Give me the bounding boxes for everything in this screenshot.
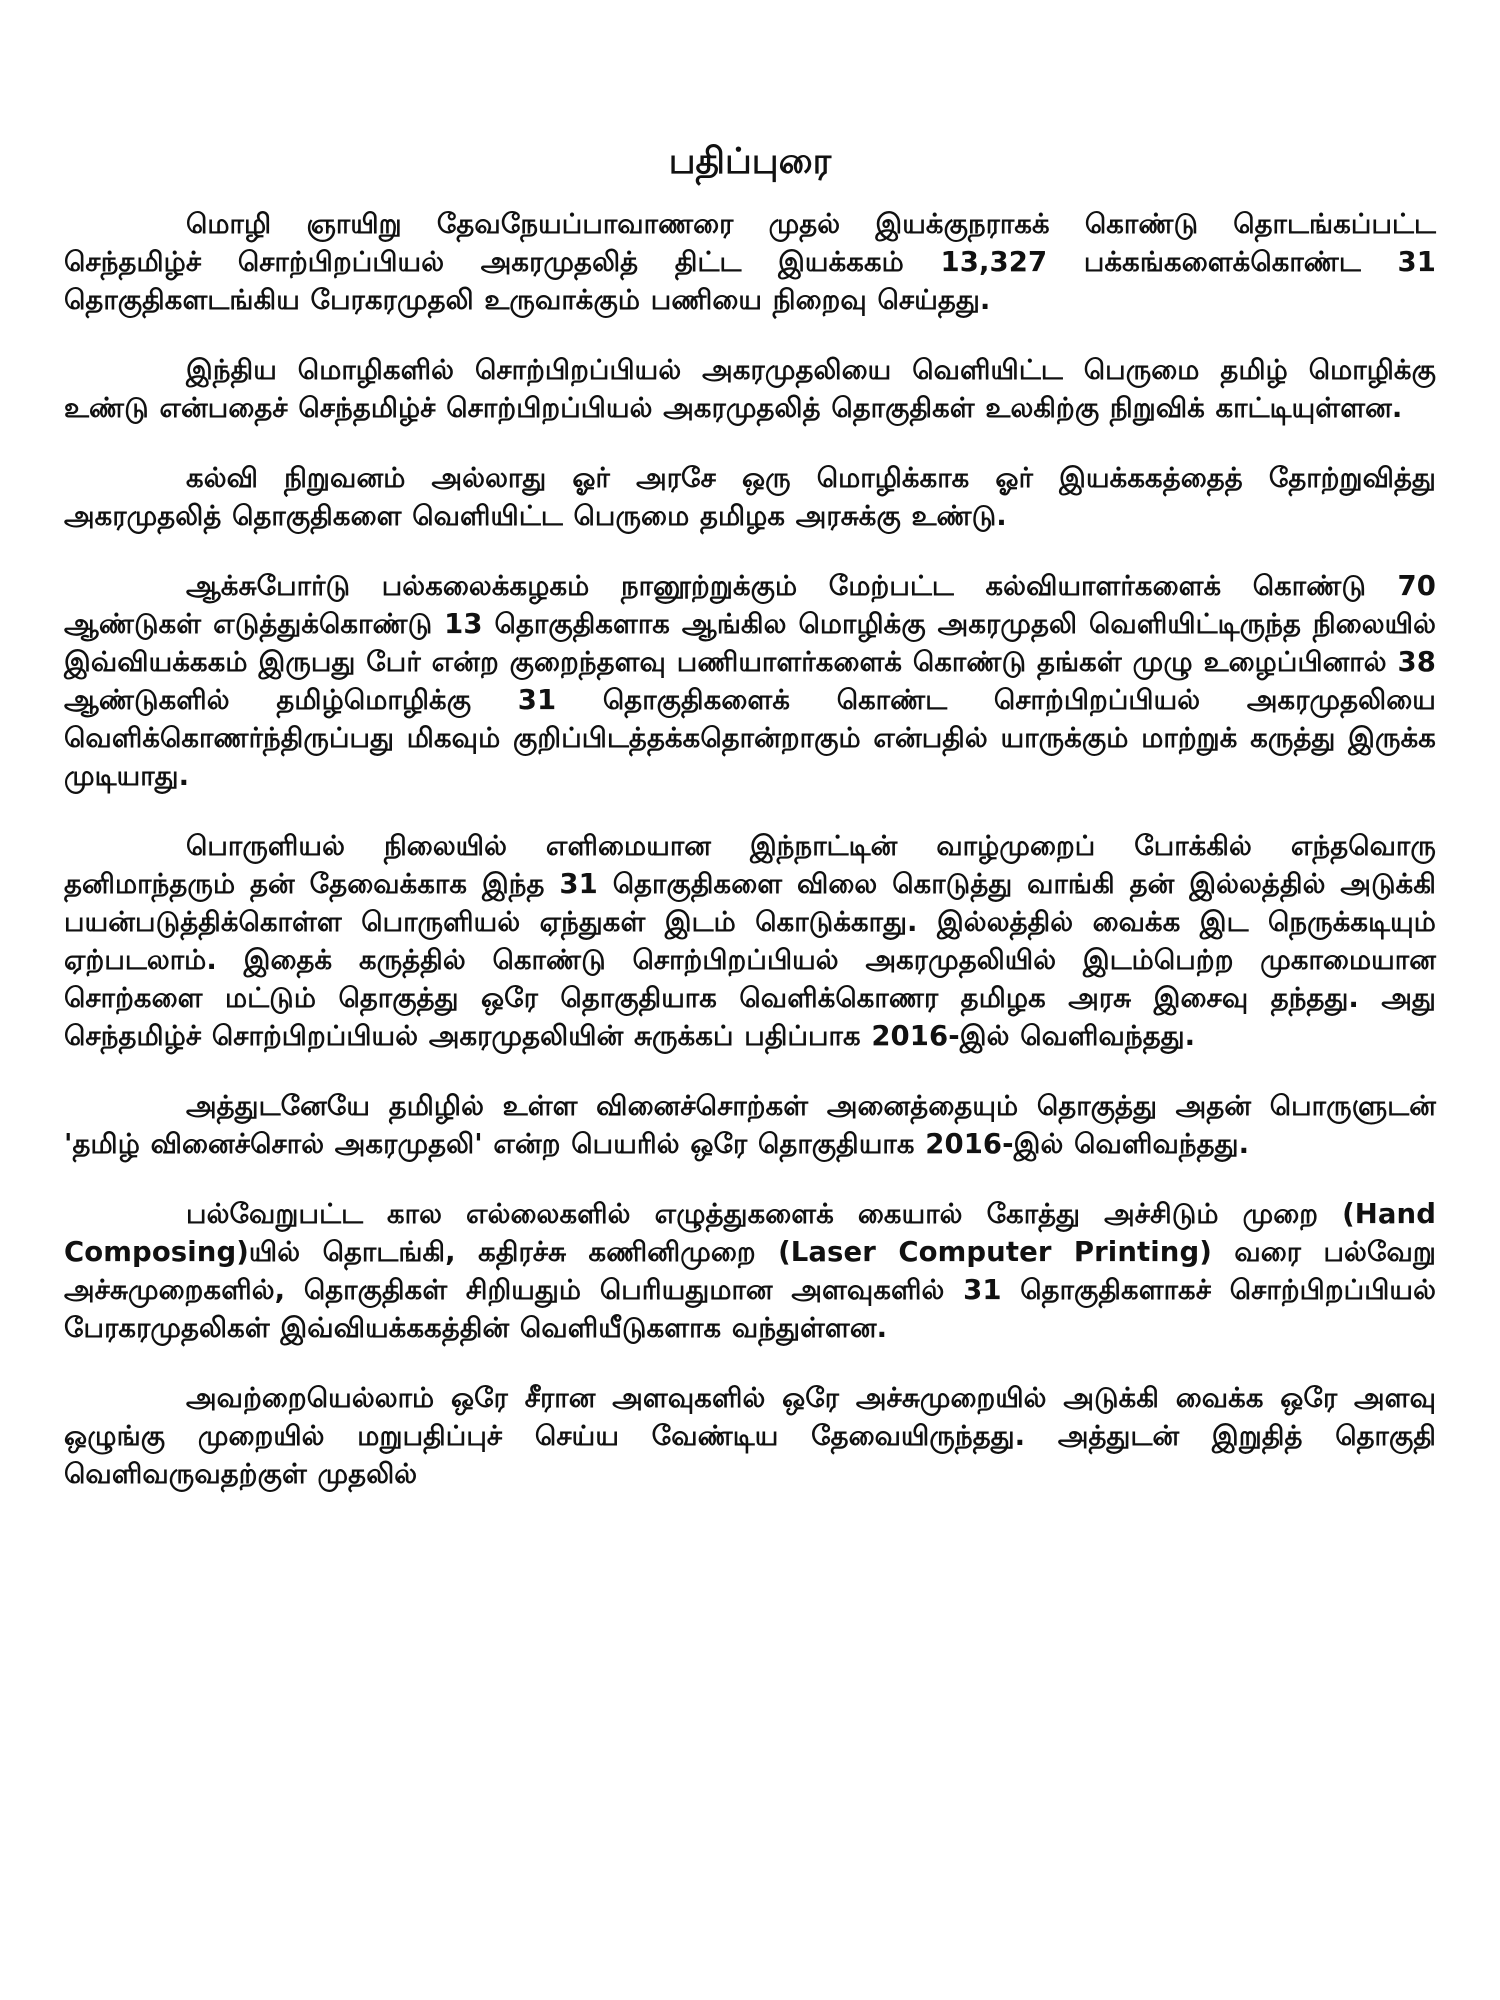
paragraph-8: அவற்றையெல்லாம் ஒரே சீரான அளவுகளில் ஒரே அச்சுமுறையில் அடுக்கி வைக்க ஒரே அளவு ஒழுங்கு முறையில் மறுபதிப்புச் செய்ய வேண்டிய தேவையிருந்தது. அத்துடன் இறுதித் தொகுதி வெளிவருவதற்குள் முதலில் — [64, 1382, 1436, 1491]
page-title: பதிப்புரை — [668, 141, 832, 182]
paragraph-7: பல்வேறுபட்ட கால எல்லைகளில் எழுத்துகளைக் கையால் கோத்து அச்சிடும் முறை (Hand Composing)யில் தொடங்கி, கதிரச்சு கணினிமுறை (Laser Computer Printing) வரை பல்வேறு அச்சுமுறைகளில், தொகுதிகள் சிறியதும் பெரியதுமான அளவுகளில் 31 தொகுதிகளாகச் சொற்பிறப்பியல் பேரகரமுதலிகள் இவ்வியக்ககத்தின் வெளியீடுகளாக வந்துள்ளன. — [64, 1198, 1436, 1345]
paragraph-2: இந்திய மொழிகளில் சொற்பிறப்பியல் அகரமுதலியை வெளியிட்ட பெருமை தமிழ் மொழிக்கு உண்டு என்பதைச் செந்தமிழ்ச் சொற்பிறப்பியல் அகரமுதலித் தொகுதிகள் உலகிற்கு நிறுவிக் காட்டியுள்ளன. — [64, 354, 1436, 425]
paragraph-3: கல்வி நிறுவனம் அல்லாது ஓர் அரசே ஒரு மொழிக்காக ஓர் இயக்ககத்தைத் தோற்றுவித்து அகரமுதலித் தொகுதிகளை வெளியிட்ட பெருமை தமிழக அரசுக்கு உண்டு. — [64, 462, 1436, 533]
paragraph-4: ஆக்சுபோர்டு பல்கலைக்கழகம் நானூற்றுக்கும் மேற்பட்ட கல்வியாளர்களைக் கொண்டு 70 ஆண்டுகள் எடுத்துக்கொண்டு 13 தொகுதிகளாக ஆங்கில மொழிக்கு அகரமுதலி வெளியிட்டிருந்த நிலையில் இவ்வியக்ககம் இருபது பேர் என்ற குறைந்தளவு பணியாளர்களைக் கொண்டு தங்கள் முழு உழைப்பினால் 38 ஆண்டுகளில் தமிழ்மொழிக்கு 31 தொகுதிகளைக் கொண்ட சொற்பிறப்பியல் அகரமுதலியை வெளிக்கொணர்ந்திருப்பது மிகவும் குறிப்பிடத்தக்கதொன்றாகும் என்பதில் யாருக்கும் மாற்றுக் கருத்து இருக்க முடியாது. — [64, 570, 1436, 793]
paragraph-5: பொருளியல் நிலையில் எளிமையான இந்நாட்டின் வாழ்முறைப் போக்கில் எந்தவொரு தனிமாந்தரும் தன் தேவைக்காக இந்த 31 தொகுதிகளை விலை கொடுத்து வாங்கி தன் இல்லத்தில் அடுக்கி பயன்படுத்திக்கொள்ள பொருளியல் ஏந்துகள் இடம் கொடுக்காது. இல்லத்தில் வைக்க இட நெருக்கடியும் ஏற்படலாம். இதைக் கருத்தில் கொண்டு சொற்பிறப்பியல் அகரமுதலியில் இடம்பெற்ற முகாமையான சொற்களை மட்டும் தொகுத்து ஒரே தொகுதியாக வெளிக்கொணர தமிழக அரசு இசைவு தந்தது. அது செந்தமிழ்ச் சொற்பிறப்பியல் அகரமுதலியின் சுருக்கப் பதிப்பாக 2016-இல் வெளிவந்தது. — [64, 830, 1436, 1053]
paragraph-1: மொழி ஞாயிறு தேவநேயப்பாவாணரை முதல் இயக்குநராகக் கொண்டு தொடங்கப்பட்ட செந்தமிழ்ச் சொற்பிறப்பியல் அகரமுதலித் திட்ட இயக்ககம் 13,327 பக்கங்களைக்கொண்ட 31 தொகுதிகளடங்கிய பேரகரமுதலி உருவாக்கும் பணியை நிறைவு செய்தது. — [64, 208, 1436, 317]
paragraph-6: அத்துடனேயே தமிழில் உள்ள வினைச்சொற்கள் அனைத்தையும் தொகுத்து அதன் பொருளுடன் 'தமிழ் வினைச்சொல் அகரமுதலி' என்ற பெயரில் ஒரே தொகுதியாக 2016-இல் வெளிவந்தது. — [64, 1090, 1436, 1161]
